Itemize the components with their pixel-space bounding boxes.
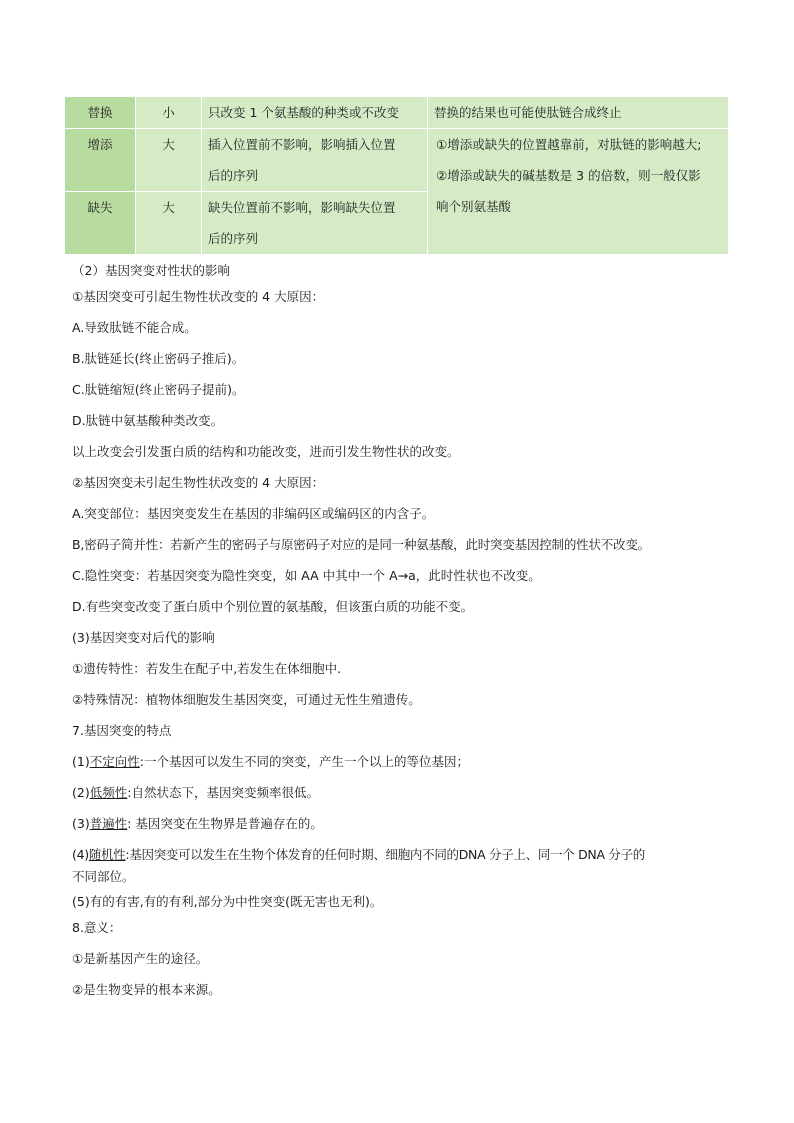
list-item: B.肽链延长(终止密码子推后)。 <box>72 351 245 366</box>
paragraph: ②基因突变未引起生物性状改变的 4 大原因： <box>72 475 325 490</box>
item-term: 不定向性 <box>89 754 140 769</box>
list-item: A.突变部位：基因突变发生在基因的非编码区或编码区的内含子。 <box>72 506 435 521</box>
list-item: C.隐性突变：若基因突变为隐性突变，如 AA 中其中一个 A→a，此时性状也不改变。 <box>72 568 541 583</box>
item-text: :自然状态下，基因突变频率很低。 <box>127 785 319 800</box>
section-heading: （2）基因突变对性状的影响 <box>72 263 230 278</box>
table-cell-type: 增添 <box>65 129 135 191</box>
item-prefix: (3) <box>72 816 90 831</box>
section-heading: 7.基因突变的特点 <box>72 723 172 738</box>
mutation-type-table <box>65 97 728 254</box>
list-item <box>72 814 732 845</box>
table-cell-type: 缺失 <box>65 192 135 254</box>
item-text: :一个基因可以发生不同的突变，产生一个以上的等位基因； <box>139 754 469 769</box>
section-heading: 8.意义： <box>72 920 122 935</box>
list-item <box>72 783 732 814</box>
item-text: :基因突变可以发生在生物个体发育的任何时期、细胞内不同的DNA 分子上、同一个 DNA 分子的 <box>125 847 646 862</box>
item-term: 随机性 <box>88 847 126 862</box>
section-heading: (3)基因突变对后代的影响 <box>72 630 215 645</box>
list-item: (5)有的有害,有的有利,部分为中性突变(既无害也无利)。 <box>72 894 383 909</box>
list-item: D.有些突变改变了蛋白质中个别位置的氨基酸，但该蛋白质的功能不变。 <box>72 599 474 614</box>
table-cell-effect: 缺失位置前不影响，影响缺失位置 后的序列 <box>202 192 427 254</box>
table-cell-impact: 小 <box>136 97 201 128</box>
table-cell-impact: 大 <box>136 129 201 191</box>
paragraph: ①基因突变可引起生物性状改变的 4 大原因： <box>72 289 325 304</box>
list-item: ①遗传特性：若发生在配子中,若发生在体细胞中. <box>72 661 342 676</box>
item-prefix: (1) <box>72 754 90 769</box>
document-body <box>72 261 732 1011</box>
item-text: : 基因突变在生物界是普遍存在的。 <box>127 816 323 831</box>
item-term: 普遍性 <box>89 816 128 831</box>
list-item: C.肽链缩短(终止密码子提前)。 <box>72 382 245 397</box>
table-cell-merged-note: ①增添或缺失的位置越靠前，对肽链的影响越大; ②增添或缺失的碱基数是 3 的倍数，则一般仅影 响个别氨基酸 <box>428 129 728 254</box>
list-item: D.肽链中氨基酸种类改变。 <box>72 413 224 428</box>
list-item: B,密码子简并性：若新产生的密码子与原密码子对应的是同一种氨基酸，此时突变基因控制的性状不改变。 <box>72 537 650 552</box>
list-item-continuation: 不同部位。 <box>72 869 135 884</box>
table-cell-type: 替换 <box>65 97 135 128</box>
table-cell-note: 替换的结果也可能使肽链合成终止 <box>428 97 728 128</box>
list-item: ②是生物变异的根本来源。 <box>72 982 221 997</box>
list-item: ②特殊情况：植物体细胞发生基因突变，可通过无性生殖遗传。 <box>72 692 421 707</box>
list-item: A.导致肽链不能合成。 <box>72 320 197 335</box>
paragraph: 以上改变会引发蛋白质的结构和功能改变，进而引发生物性状的改变。 <box>72 444 460 459</box>
item-prefix: (2) <box>72 785 90 800</box>
table-cell-impact: 大 <box>136 192 201 254</box>
item-prefix: (4) <box>72 847 89 862</box>
table-cell-effect: 只改变 1 个氨基酸的种类或不改变 <box>202 97 427 128</box>
item-term: 低频性 <box>89 785 128 800</box>
list-item <box>72 845 732 867</box>
table-cell-effect: 插入位置前不影响，影响插入位置 后的序列 <box>202 129 427 191</box>
list-item: ①是新基因产生的途径。 <box>72 951 209 966</box>
list-item <box>72 752 732 783</box>
